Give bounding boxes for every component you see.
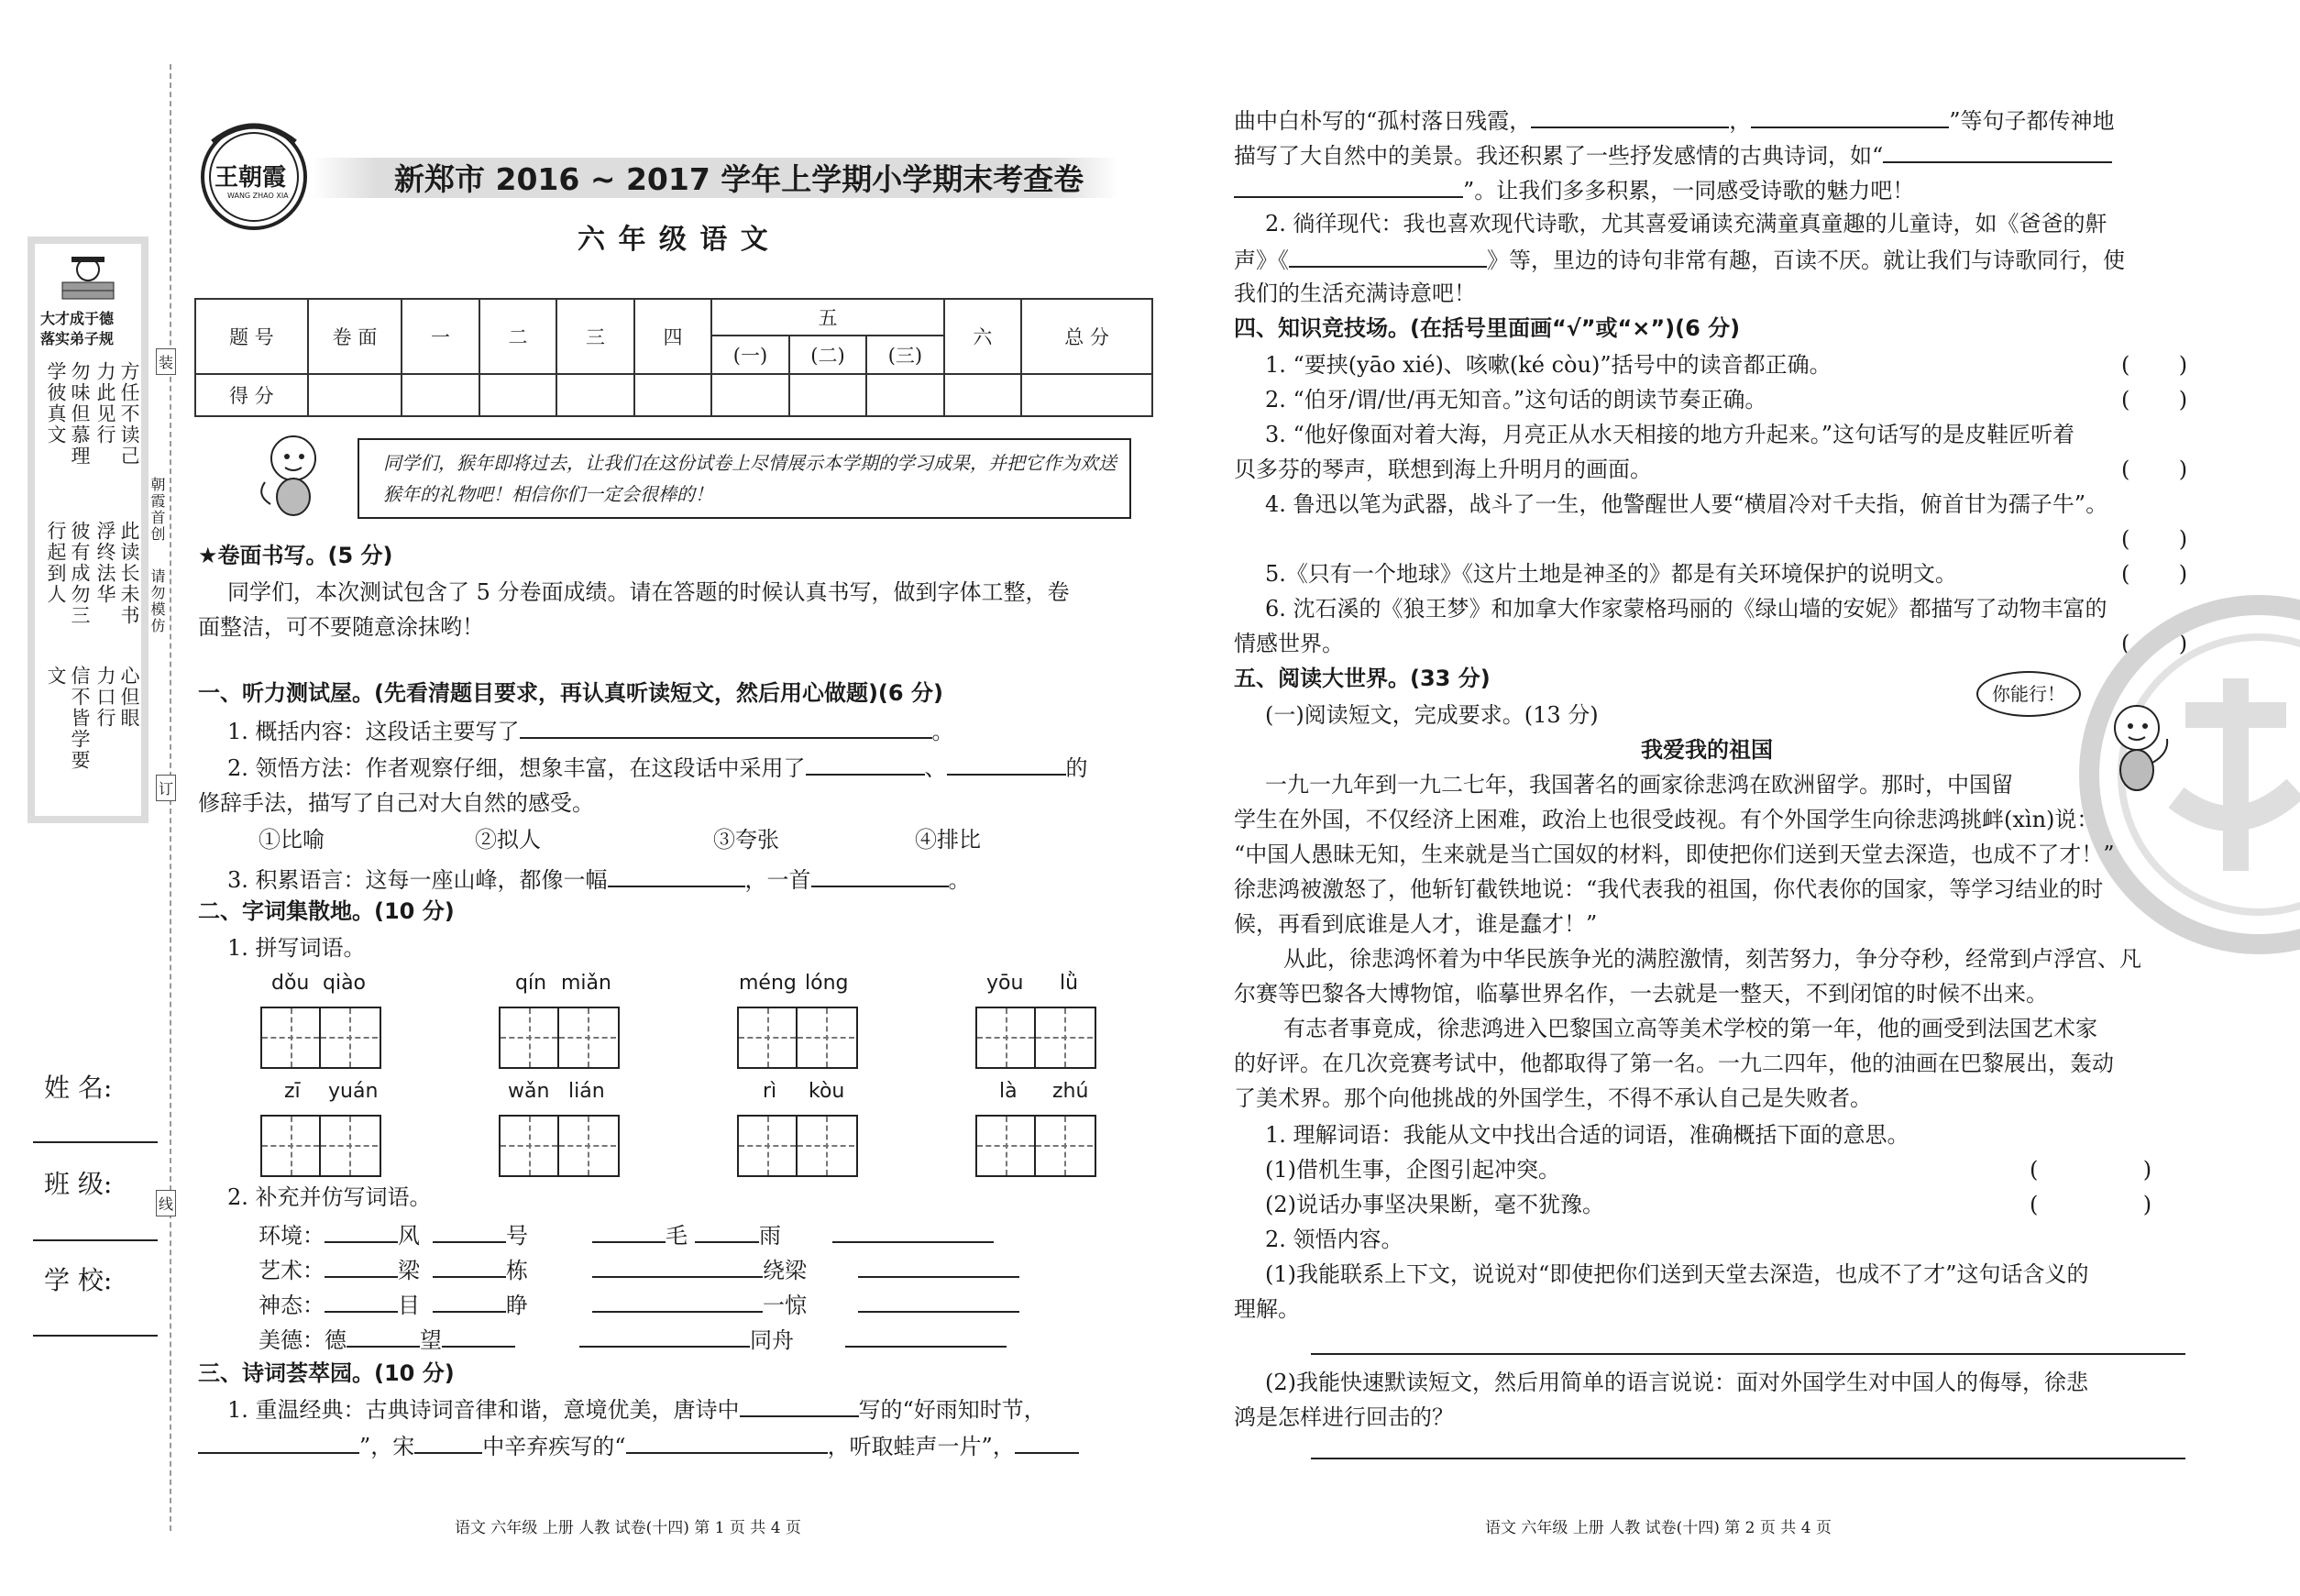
pinyin: lǜ [1060, 972, 1079, 995]
answer-blank[interactable] [442, 1326, 515, 1348]
reading-q1a: (1)借机生事，企图引起冲突。 [1265, 1157, 1560, 1183]
sec1-q3 [227, 865, 971, 894]
name-field[interactable] [33, 1141, 158, 1143]
option-2: ②拟人 [475, 827, 541, 853]
score-input[interactable] [479, 374, 556, 416]
answer-blank[interactable] [1751, 106, 1949, 128]
seal-mark-1: 装 [156, 348, 176, 375]
essay-line: 候，再看到底谁是人才，谁是蠢才！” [1234, 911, 1598, 937]
vertical-note-2: 请勿模仿 [149, 568, 166, 634]
right-p4: 2. 徜徉现代：我也喜欢现代诗歌，尤其喜爱诵读充满童真童趣的儿童诗，如《爸爸的鼾 [1265, 211, 2107, 237]
sec3-heading: 三、诗词荟萃园。(10 分) [198, 1360, 455, 1386]
essay-title: 我爱我的祖国 [1641, 736, 1773, 763]
reading-q2b: (2)我能快速默读短文，然后用简单的语言说说：面对外国学生对中国人的侮辱，徐悲 [1265, 1370, 2088, 1395]
period: 。 [948, 867, 971, 893]
char: 号 [506, 1223, 528, 1249]
answer-blank[interactable] [811, 865, 949, 887]
score-header-cell: 一 [402, 299, 479, 374]
text: 曲中白朴写的“孤村落日残霞， [1234, 108, 1532, 134]
sec1-q3-mid: ，一首 [744, 867, 811, 893]
answer-line[interactable] [1311, 1353, 2185, 1355]
answer-blank[interactable] [740, 1395, 859, 1417]
exam-title: 新郑市 2016 ~ 2017 学年上学期小学期末考查卷 [394, 161, 1084, 197]
vertical-note-1: 朝霞首创 [149, 477, 166, 543]
answer-blank[interactable] [433, 1256, 506, 1278]
char: 目 [398, 1293, 420, 1318]
pinyin: yōu [986, 972, 1024, 995]
answer-paren[interactable]: ( ) [2121, 387, 2188, 413]
char: 梁 [398, 1258, 420, 1283]
pinyin: yuán [328, 1080, 379, 1103]
answer-blank[interactable] [845, 1326, 1007, 1348]
pinyin: qiào [323, 972, 367, 995]
sec4-item: 5.《只有一个地球》《这片土地是神圣的》都是有关环境保护的说明文。 [1265, 561, 1957, 587]
seal-mark-2: 订 [156, 775, 176, 801]
reading-q1b: (2)说话办事坚决果断，毫不犹豫。 [1265, 1192, 1604, 1217]
pinyin: rì [763, 1080, 777, 1103]
answer-blank[interactable] [832, 1221, 994, 1243]
sec4-item: 贝多芬的琴声，联想到海上升明月的画面。 [1234, 457, 1652, 482]
answer-blank[interactable] [520, 717, 932, 739]
writing-grid[interactable] [975, 1007, 1096, 1069]
writing-grid[interactable] [260, 1115, 381, 1177]
answer-paren[interactable]: ( ) [2121, 526, 2188, 552]
bubble-text: 你能行！ [1992, 683, 2065, 705]
answer-blank[interactable] [806, 754, 925, 776]
answer-blank[interactable] [608, 865, 745, 887]
score-subheader-cell: (二) [789, 336, 866, 374]
handwriting-text: 面整洁，可不要随意涂抹哟！ [198, 614, 484, 640]
char: 绕梁 [763, 1258, 807, 1283]
answer-blank[interactable] [858, 1256, 1019, 1278]
exam-subtitle: 六 年 级 语 文 [578, 224, 770, 256]
writing-grid[interactable] [260, 1007, 381, 1069]
answer-blank[interactable] [198, 1432, 359, 1454]
writing-grid[interactable] [975, 1115, 1096, 1177]
score-input[interactable] [308, 374, 402, 416]
sec5-heading: 五、阅读大世界。(33 分) [1234, 666, 1491, 691]
period: 。 [931, 719, 954, 744]
char: 德 [325, 1327, 347, 1353]
sec1-q1-text: 1. 概括内容：这段话主要写了 [227, 719, 520, 744]
sec3-q1-cont [198, 1432, 1079, 1460]
answer-paren[interactable]: ( ) [2030, 1192, 2152, 1217]
dunhao: 、 [924, 755, 947, 781]
char: 同舟 [750, 1327, 794, 1353]
char: 风 [398, 1223, 420, 1249]
handwriting-text: 同学们，本次测试包含了 5 分卷面成绩。请在答题的时候认真书写，做到字体工整，卷 [227, 579, 1070, 605]
score-header-cell: 总 分 [1021, 299, 1152, 374]
sec3-q1 [227, 1395, 1046, 1424]
encouragement-bubble [1976, 671, 2081, 717]
answer-paren[interactable]: ( ) [2121, 457, 2188, 482]
motto-col: 方任不读己力此见行 [94, 361, 140, 467]
seal-mark-3: 线 [156, 1190, 176, 1216]
motto-col: 勿味但慕理学彼真文 [45, 361, 91, 467]
score-table [194, 298, 1153, 417]
pinyin: dǒu [271, 972, 310, 995]
char: 雨 [759, 1223, 781, 1249]
motto-col: 信不皆学要文 [45, 666, 91, 771]
pinyin: lián [568, 1080, 605, 1103]
right-p3 [1234, 176, 1914, 204]
answer-paren[interactable]: ( ) [2121, 561, 2188, 587]
class-label: 班 级: [44, 1169, 113, 1199]
sec4-item: 3. “他好像面对着大海，月亮正从水天相接的地方升起来。”这句话写的是皮鞋匠听着 [1265, 422, 2075, 447]
reading-q2a: (1)我能联系上下文，说说对“即使把你们送到天堂去深造，也成不了才”这句话含义的 [1265, 1261, 2089, 1287]
score-subheader-cell: (一) [711, 336, 788, 374]
answer-blank[interactable] [325, 1256, 398, 1278]
row-label: 艺术： [259, 1258, 325, 1283]
score-input[interactable] [944, 374, 1021, 416]
answer-blank[interactable] [579, 1326, 750, 1348]
word-row [259, 1256, 1019, 1284]
row-label: 神态： [259, 1293, 325, 1318]
answer-paren[interactable]: ( ) [2030, 1157, 2152, 1183]
score-input[interactable] [556, 374, 633, 416]
monkey-mascot-icon [252, 431, 335, 523]
essay-line: 了美术界。那个向他挑战的外国学生，不得不承认自己是失败者。 [1234, 1085, 1872, 1111]
essay-line: 徐悲鸿被激怒了，他斩钉截铁地说：“我代表我的祖国，你代表你的国家，等学习结业的时 [1234, 876, 2104, 902]
sec1-q2-cont: 修辞手法，描写了自己对大自然的感受。 [198, 790, 594, 816]
right-p2 [1234, 141, 2112, 170]
answer-blank[interactable] [592, 1256, 763, 1278]
sec4-item: 4. 鲁迅以笔为武器，战斗了一生，他警醒世人要“横眉冷对千夫指，俯首甘为孺子牛”。 [1265, 491, 2108, 517]
sec1-q3-text: 3. 积累语言：这每一座山峰，都像一幅 [227, 867, 608, 893]
row-label: 环境： [259, 1223, 325, 1249]
sec1-q2-tail: 的 [1065, 755, 1088, 781]
pinyin: zī [284, 1080, 301, 1103]
sec3-text: 中辛弃疾写的“ [482, 1434, 626, 1459]
sec1-q2-text: 2. 领悟方法：作者观察仔细，想象丰富，在这段话中采用了 [227, 755, 806, 781]
sec1-q1 [227, 717, 954, 745]
word-row [259, 1326, 1007, 1354]
score-header-cell: 题 号 [195, 299, 308, 374]
name-label: 姓 名: [44, 1073, 113, 1103]
answer-blank[interactable] [433, 1291, 506, 1313]
essay-line: 学生在外国，不仅经济上困难，政治上也很受歧视。有个外国学生向徐悲鸿挑衅(xìn)说： [1234, 807, 2099, 832]
answer-blank[interactable] [626, 1432, 828, 1454]
answer-blank[interactable] [325, 1291, 398, 1313]
text: 描写了大自然中的美景。我还积累了一些抒发感情的古典诗词，如“ [1234, 143, 1884, 169]
intro-text: 同学们，猴年即将过去，让我们在这份试卷上尽情展示本学期的学习成果，并把它作为欢送猴年的礼物吧！相信你们一定会很棒的！ [383, 452, 1117, 505]
answer-paren[interactable]: ( ) [2121, 631, 2188, 656]
essay-line: 有志者事竟成，徐悲鸿进入巴黎国立高等美术学校的第一年，他的画受到法国艺术家 [1283, 1016, 2097, 1041]
essay-line: 尔赛等巴黎各大博物馆，临摹世界名作，一去就是一整天，不到闭馆的时候不出来。 [1234, 981, 2048, 1007]
char: 毛 [666, 1223, 688, 1249]
char: 栋 [506, 1258, 528, 1283]
answer-blank[interactable] [592, 1221, 666, 1243]
sec4-item: 1. “要挟(yāo xié)、咳嗽(ké còu)”括号中的读音都正确。 [1265, 352, 1832, 378]
pinyin: zhú [1052, 1080, 1089, 1103]
sec2-q1: 1. 拼写词语。 [227, 935, 366, 961]
score-input[interactable] [711, 374, 788, 416]
sec3-q1-text2: 写的“好雨知时节， [858, 1397, 1046, 1423]
answer-paren[interactable]: ( ) [2121, 352, 2188, 378]
footer-right: 语文 六年级 上册 人教 试卷(十四) 第 2 页 共 4 页 [1485, 1519, 1832, 1537]
reading-q2: 2. 领悟内容。 [1265, 1227, 1403, 1252]
essay-line: 的好评。在几次竞赛考试中，他都取得了第一名。一九二四年，他的油画在巴黎展出，轰动 [1234, 1051, 2114, 1076]
intro-box [358, 438, 1131, 519]
answer-blank[interactable] [414, 1432, 482, 1454]
writing-grid[interactable] [499, 1007, 620, 1069]
answer-blank[interactable] [1883, 141, 2112, 163]
score-input[interactable] [1021, 374, 1152, 416]
pinyin: qín [515, 972, 547, 995]
answer-blank[interactable] [347, 1326, 420, 1348]
essay-line: 从此，徐悲鸿怀着为中华民族争光的满腔激情，刻苦努力，争分夺秒，经常到卢浮宫、凡 [1283, 946, 2141, 972]
answer-blank[interactable] [947, 754, 1066, 776]
option-4: ④排比 [915, 827, 981, 853]
brand-logo [194, 115, 314, 234]
sec4-heading: 四、知识竞技场。(在括号里面画“√”或“×”)(6 分) [1234, 315, 1741, 341]
motto-col: 此读长未书浮终法华 [94, 521, 140, 626]
sec4-item: 6. 沈石溪的《狼王梦》和加拿大作家蒙格玛丽的《绿山墙的安妮》都描写了动物丰富的 [1265, 596, 2107, 622]
score-header-cell: 卷 面 [308, 299, 402, 374]
score-input[interactable] [789, 374, 866, 416]
text: ”。让我们多多积累，一同感受诗歌的魅力吧！ [1463, 178, 1915, 204]
char: 一惊 [763, 1293, 807, 1318]
sec3-q1-text: 1. 重温经典：古典诗词音律和谐，意境优美，唐诗中 [227, 1397, 740, 1423]
answer-blank[interactable] [1289, 246, 1487, 268]
score-header-cell: 三 [556, 299, 633, 374]
sec4-item: 情感世界。 [1234, 631, 1344, 656]
sec4-item: 2. “伯牙/谓/世/再无知音。”这句话的朗读节奏正确。 [1265, 387, 1767, 413]
answer-blank[interactable] [1234, 176, 1463, 198]
school-label: 学 校: [44, 1265, 113, 1295]
brand-name: 王朝霞 [215, 164, 287, 192]
word-row [259, 1221, 994, 1249]
footer-left: 语文 六年级 上册 人教 试卷(十四) 第 1 页 共 4 页 [455, 1519, 801, 1537]
reading-q2b-cont: 鸿是怎样进行回击的？ [1234, 1404, 1454, 1430]
motto-col: 彼有成勿三行起到人 [45, 521, 91, 626]
pinyin: kòu [809, 1080, 845, 1103]
score-header-cell: 六 [944, 299, 1021, 374]
row-label: 美德： [259, 1327, 325, 1353]
essay-line: “中国人愚昧无知，生来就是当亡国奴的材料，即使把你们送到天堂去深造，也成不了才！” [1234, 842, 2115, 867]
answer-blank[interactable] [592, 1291, 763, 1313]
pinyin: là [999, 1080, 1018, 1103]
answer-blank[interactable] [695, 1221, 759, 1243]
score-row-label: 得 分 [195, 374, 308, 416]
answer-blank[interactable] [1015, 1432, 1079, 1454]
score-header-cell: 五 [711, 299, 943, 336]
monkey-mascot-icon [2096, 699, 2178, 799]
pinyin: miǎn [561, 972, 611, 995]
text: 声》《 [1234, 248, 1289, 273]
answer-blank[interactable] [325, 1221, 398, 1243]
sec1-q2 [227, 754, 1088, 782]
reading-q1: 1. 理解词语：我能从文中找出合适的词语，准确概括下面的意思。 [1265, 1122, 1909, 1148]
motto-line-1: 大才成于德 [40, 310, 115, 327]
text: 》等，里边的诗句非常有趣，百读不厌。就让我们与诗歌同行，使 [1487, 248, 2125, 273]
option-3: ③夸张 [713, 827, 779, 853]
pinyin: lóng [805, 972, 849, 995]
sec3-text: ，听取蛙声一片”， [827, 1434, 1015, 1459]
motto-line-2: 落实弟子规 [40, 330, 115, 347]
score-subheader-cell: (三) [866, 336, 943, 374]
brand-sub: WANG ZHAO XIA [227, 192, 289, 200]
handwriting-heading: ★卷面书写。(5 分) [198, 543, 393, 568]
sec3-text: ”，宋 [359, 1434, 415, 1459]
answer-blank[interactable] [1531, 106, 1729, 128]
class-field[interactable] [33, 1239, 158, 1241]
word-row [259, 1291, 1019, 1319]
motto-strip [28, 237, 149, 823]
answer-line[interactable] [1311, 1458, 2185, 1459]
essay-line: 一九一九年到一九二七年，我国著名的画家徐悲鸿在欧洲留学。那时，中国留 [1265, 772, 2013, 798]
right-p1 [1234, 106, 2115, 135]
score-input[interactable] [402, 374, 479, 416]
sec5-sub: (一)阅读短文，完成要求。(13 分) [1265, 702, 1599, 728]
pinyin: wǎn [508, 1080, 550, 1103]
answer-blank[interactable] [858, 1291, 1019, 1313]
sec1-heading: 一、听力测试屋。(先看清题目要求，再认真听读短文，然后用心做题)(6 分) [198, 680, 943, 706]
right-p6: 我们的生活充满诗意吧！ [1234, 281, 1476, 306]
motto-col: 心但眼力口行 [94, 666, 140, 729]
student-figure-icon [53, 251, 123, 306]
score-input[interactable] [634, 374, 711, 416]
answer-blank[interactable] [433, 1221, 506, 1243]
sec2-q2: 2. 补充并仿写词语。 [227, 1184, 432, 1210]
right-p5 [1234, 246, 2125, 274]
reading-q2a-cont: 理解。 [1234, 1296, 1300, 1322]
score-input[interactable] [866, 374, 943, 416]
writing-grid[interactable] [737, 1007, 858, 1069]
score-header-cell: 四 [634, 299, 711, 374]
text: ”等句子都传神地 [1949, 108, 2115, 134]
char: 睁 [506, 1293, 528, 1318]
score-header-cell: 二 [479, 299, 556, 374]
writing-grid[interactable] [737, 1115, 858, 1177]
char: 望 [420, 1327, 442, 1353]
school-field[interactable] [33, 1335, 158, 1337]
option-1: ①比喻 [259, 827, 325, 853]
sec2-heading: 二、字词集散地。(10 分) [198, 898, 455, 924]
writing-grid[interactable] [499, 1115, 620, 1177]
text: ， [1729, 108, 1752, 134]
pinyin: méng [739, 972, 797, 995]
